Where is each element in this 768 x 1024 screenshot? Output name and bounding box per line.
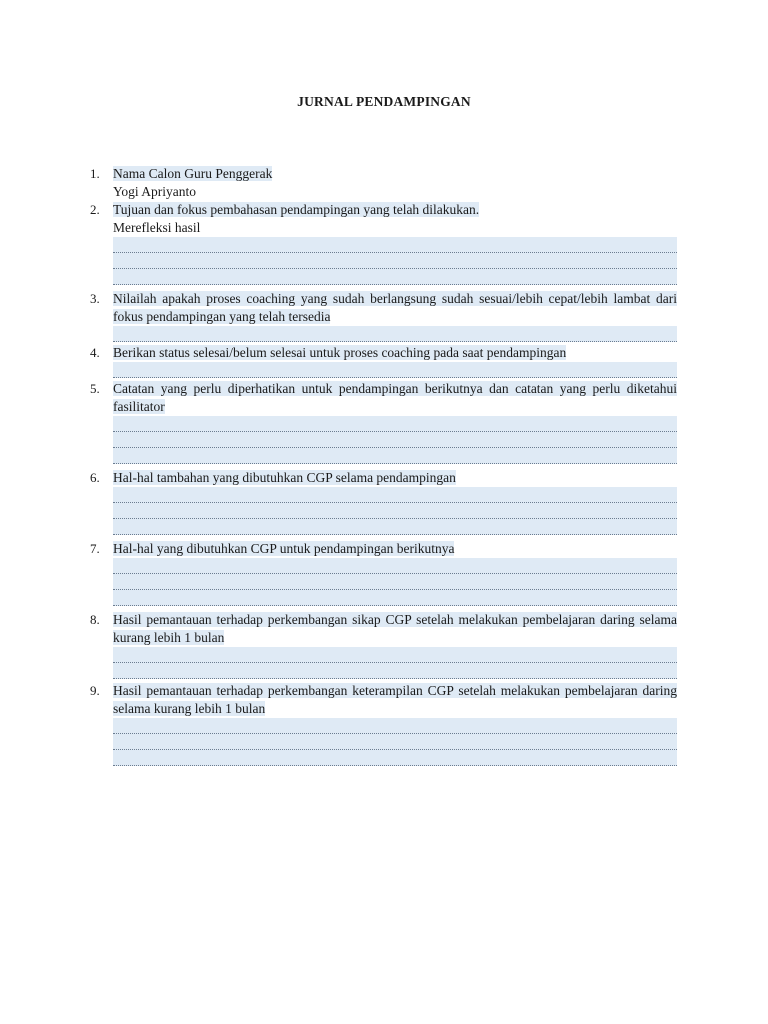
answer-line[interactable] [113, 487, 677, 503]
answer-line[interactable] [113, 590, 677, 606]
answer-line[interactable] [113, 326, 677, 342]
answer-line[interactable] [113, 663, 677, 679]
item-number: 5. [90, 381, 100, 396]
item-question: Tujuan dan fokus pembahasan pendampingan yang telah dilakukan. [113, 202, 480, 217]
answer-line[interactable] [113, 416, 677, 432]
answer-line[interactable] [113, 718, 677, 734]
item-answer[interactable]: Merefleksi hasil [113, 220, 201, 235]
item-answer[interactable]: Yogi Apriyanto [113, 184, 197, 199]
list-item [0, 344, 768, 380]
item-number: 2. [90, 202, 100, 217]
list-item [0, 469, 768, 540]
list-item [0, 201, 768, 290]
item-question: Berikan status selesai/belum selesai untuk proses coaching pada saat pendampingan [113, 345, 567, 360]
item-question: Hal-hal tambahan yang dibutuhkan CGP selama pendampingan [113, 470, 456, 485]
item-number: 4. [90, 345, 100, 360]
item-question: Nama Calon Guru Penggerak [113, 166, 273, 181]
item-number: 9. [90, 683, 100, 698]
answer-line[interactable] [113, 237, 677, 253]
answer-line[interactable] [113, 558, 677, 574]
question-list [0, 165, 768, 772]
item-question: Catatan yang perlu diperhatikan untuk pendampingan berikutnya dan catatan yang perlu diketahui fasilitator [113, 381, 677, 414]
answer-line[interactable] [113, 503, 677, 519]
answer-line[interactable] [113, 734, 677, 750]
answer-line[interactable] [113, 647, 677, 663]
page-title: JURNAL PENDAMPINGAN [297, 94, 471, 109]
item-question: Hasil pemantauan terhadap perkembangan sikap CGP setelah melakukan pembelajaran daring selama kurang lebih 1 bulan [113, 612, 677, 645]
answer-line[interactable] [113, 269, 677, 285]
item-number: 3. [90, 291, 100, 306]
item-number: 8. [90, 612, 100, 627]
answer-line[interactable] [113, 362, 677, 378]
list-item [0, 611, 768, 682]
answer-line[interactable] [113, 253, 677, 269]
item-question: Nilailah apakah proses coaching yang sudah berlangsung sudah sesuai/lebih cepat/lebih lambat dari fokus pendampingan yang telah tersedia [113, 291, 677, 324]
answer-line[interactable] [113, 519, 677, 535]
list-item [0, 165, 768, 201]
item-number: 6. [90, 470, 100, 485]
list-item [0, 682, 768, 772]
list-item [0, 290, 768, 344]
list-item [0, 540, 768, 611]
answer-line[interactable] [113, 432, 677, 448]
item-number: 1. [90, 166, 100, 181]
answer-line[interactable] [113, 750, 677, 766]
item-question: Hal-hal yang dibutuhkan CGP untuk pendampingan berikutnya [113, 541, 455, 556]
answer-line[interactable] [113, 574, 677, 590]
item-number: 7. [90, 541, 100, 556]
item-question: Hasil pemantauan terhadap perkembangan keterampilan CGP setelah melakukan pembelajaran daring selama kurang lebih 1 bulan [113, 683, 677, 716]
list-item [0, 380, 768, 469]
answer-line[interactable] [113, 448, 677, 464]
